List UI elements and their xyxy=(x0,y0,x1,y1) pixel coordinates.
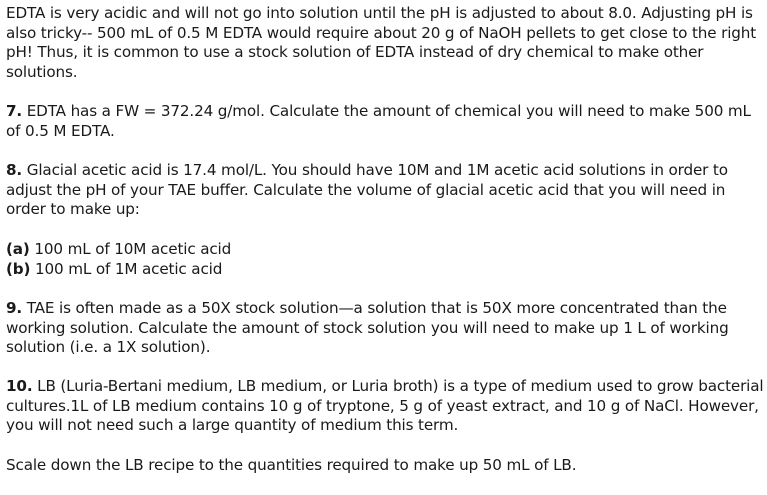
question-9-number: 9. xyxy=(6,299,23,317)
intro-paragraph xyxy=(6,4,764,82)
question-8-item-a-label: (a) xyxy=(6,240,30,258)
question-8-item-b-label: (b) xyxy=(6,259,31,278)
question-9 xyxy=(6,299,764,358)
question-8-item-a-text: 100 mL of 10M acetic acid xyxy=(29,240,232,258)
question-10-number: 10. xyxy=(6,377,33,395)
scale-down-instruction xyxy=(6,456,764,476)
question-7-number: 7. xyxy=(6,102,23,120)
question-8-subitems xyxy=(6,240,764,279)
intro-text: EDTA is very acidic and will not go into solution until the pH is adjusted to about 8.0. Adjusting pH is also tricky-- 500 mL of 0.5 M EDTA would require about 20 g of NaOH pellets to get close to the right pH! Thus, it is common to use a stock solution of EDTA instead of dry chemical to make other solutions. xyxy=(6,4,757,81)
question-7-text: EDTA has a FW = 372.24 g/mol. Calculate the amount of chemical you will need to make 500 mL of 0.5 M EDTA. xyxy=(6,102,751,140)
question-8-number: 8. xyxy=(6,161,23,179)
question-8-item-b-text: 100 mL of 1M acetic acid xyxy=(30,259,223,278)
question-8-item-a xyxy=(6,240,764,260)
question-10 xyxy=(6,377,764,436)
question-7 xyxy=(6,102,764,141)
question-8-text: Glacial acetic acid is 17.4 mol/L. You should have 10M and 1M acetic acid solutions in order to adjust the pH of your TAE buffer. Calculate the volume of glacial acetic acid that you will need in order to make up: xyxy=(6,161,728,218)
question-9-text: TAE is often made as a 50X stock solution—a solution that is 50X more concentrated than the working solution. Calculate the amount of stock solution you will need to make up 1 L of working solution (i.e. a 1X solution). xyxy=(6,299,729,356)
question-8 xyxy=(6,161,764,220)
scale-down-text: Scale down the LB recipe to the quantities required to make up 50 mL of LB. xyxy=(6,456,577,474)
question-10-text: LB (Luria-Bertani medium, LB medium, or Luria broth) is a type of medium used to grow bacterial cultures.1L of LB medium contains 10 g of tryptone, 5 g of yeast extract, and 10 g of NaCl. However, you will not need such a large quantity of medium this term. xyxy=(6,377,764,434)
question-8-item-b xyxy=(6,260,764,280)
